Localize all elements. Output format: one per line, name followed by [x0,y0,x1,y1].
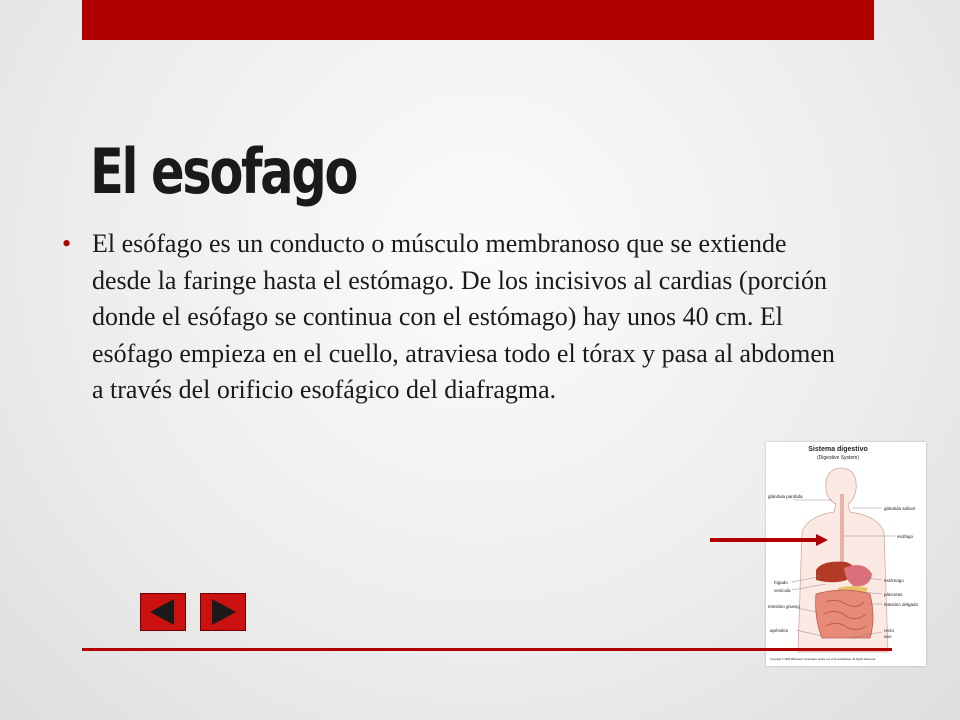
label-stomach: estómago [884,578,904,583]
bullet-item [62,226,842,409]
top-accent-bar [82,0,874,40]
next-slide-button[interactable] [200,593,246,631]
label-salivary-gland: glándula salival [884,506,915,511]
label-pancreas: páncreas [884,592,903,597]
right-triangle-icon [201,594,245,630]
diagram-subtitle: (Digestive System) [817,455,859,461]
left-triangle-icon [141,594,185,630]
slide-title: El esofago [90,135,357,208]
diagram-copyright: Copyright © 2006 McKesson Corporation and/or one of its subsidiaries. All Rights Reserved. [770,658,876,661]
label-gallbladder: vesícula [774,588,791,593]
slide-content [62,226,842,409]
label-small-intestine: intestino delgado [884,602,919,607]
bullet-icon: • [62,229,72,258]
label-appendix: apéndice [770,628,789,633]
label-anus: ano [884,634,892,639]
bottom-accent-line [82,648,892,651]
previous-slide-button[interactable] [140,593,186,631]
diagram-title: Sistema digestivo [808,446,868,453]
label-rectum: recto [884,628,895,633]
digestive-system-diagram [766,442,926,666]
pointer-arrow-icon [710,531,830,551]
bullet-text: El esófago es un conducto o músculo membranoso que se extiende desde la faringe hasta el estómago. De los incisivos al cardias (porción donde el esófago se continua con el estómago) hay unos 40 cm. El esófago empieza en el cuello, atraviesa todo el tórax y pasa al abdomen a través del orificio esofágico del diafragma. [92,229,835,405]
label-liver: hígado [774,580,788,585]
label-large-intestine: intestino grueso [768,604,800,609]
label-esophagus: esófago [897,534,914,539]
label-parotid-gland: glándula parótida [768,494,803,499]
